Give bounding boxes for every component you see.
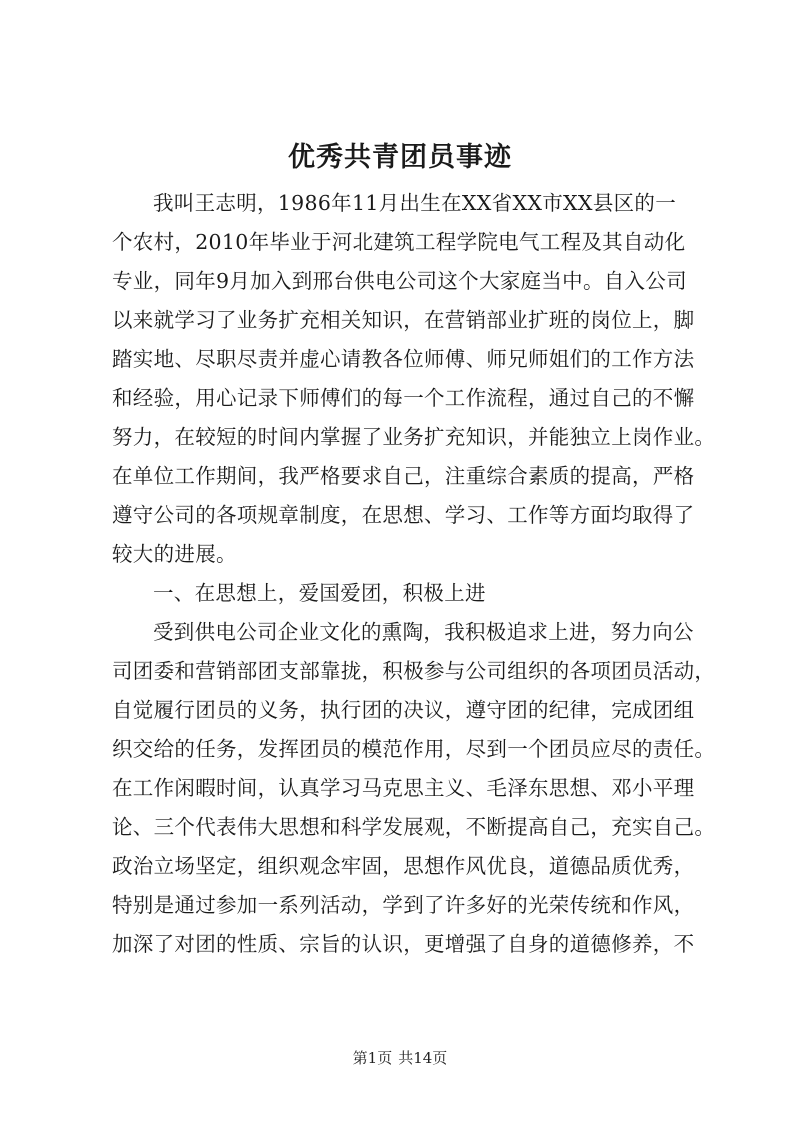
paragraph-line: 专业，同年9月加入到邢台供电公司这个大家庭当中。自入公司 (112, 269, 687, 293)
paragraph-line: 政治立场坚定，组织观念牢固，思想作风优良，道德品质优秀， (112, 854, 695, 878)
paragraph-line: 司团委和营销部团支部靠拢，积极参与公司组织的各项团员活动， (112, 659, 716, 683)
paragraph-line: 遵守公司的各项规章制度，在思想、学习、工作等方面均取得了 (112, 503, 695, 527)
document-body (112, 184, 716, 964)
paragraph-line: 我叫王志明，1986年11月出生在XX省XX市XX县区的一 (153, 191, 677, 215)
paragraph-line: 踏实地、尽职尽责并虚心请教各位师傅、师兄师姐们的工作方法 (112, 347, 695, 371)
paragraph-line: 加深了对团的性质、宗旨的认识，更增强了自身的道德修养，不 (112, 932, 695, 956)
paragraph-line: 努力，在较短的时间内掌握了业务扩充知识，并能独立上岗作业。 (112, 425, 716, 449)
paragraph-line: 在单位工作期间，我严格要求自己，注重综合素质的提高，严格 (112, 464, 695, 488)
page-number: 第1页 (352, 1049, 393, 1067)
paragraph-line: 织交给的任务，发挥团员的模范作用，尽到一个团员应尽的责任。 (112, 737, 716, 761)
paragraph-line: 个农村，2010年毕业于河北建筑工程学院电气工程及其自动化 (112, 230, 686, 254)
paragraph-line: 较大的进展。 (112, 542, 237, 566)
page-footer (0, 1048, 800, 1068)
paragraph-line: 特别是通过参加一系列活动，学到了许多好的光荣传统和作风， (112, 893, 695, 917)
paragraph-line: 以来就学习了业务扩充相关知识，在营销部业扩班的岗位上，脚 (112, 308, 695, 332)
paragraph-line: 在工作闲暇时间，认真学习马克思主义、毛泽东思想、邓小平理 (112, 776, 695, 800)
paragraph-line: 受到供电公司企业文化的熏陶，我积极追求上进，努力向公 (153, 620, 694, 644)
paragraph-line: 和经验，用心记录下师傅们的每一个工作流程，通过自己的不懈 (112, 386, 695, 410)
paragraph-line: 自觉履行团员的义务，执行团的决议，遵守团的纪律，完成团组 (112, 698, 695, 722)
page-title: 优秀共青团员事迹 (288, 142, 512, 173)
paragraph-line: 论、三个代表伟大思想和科学发展观，不断提高自己，充实自己。 (112, 815, 716, 839)
section-heading: 一、在思想上，爱国爱团，积极上进 (153, 581, 486, 605)
page-total: 共14页 (398, 1049, 448, 1067)
